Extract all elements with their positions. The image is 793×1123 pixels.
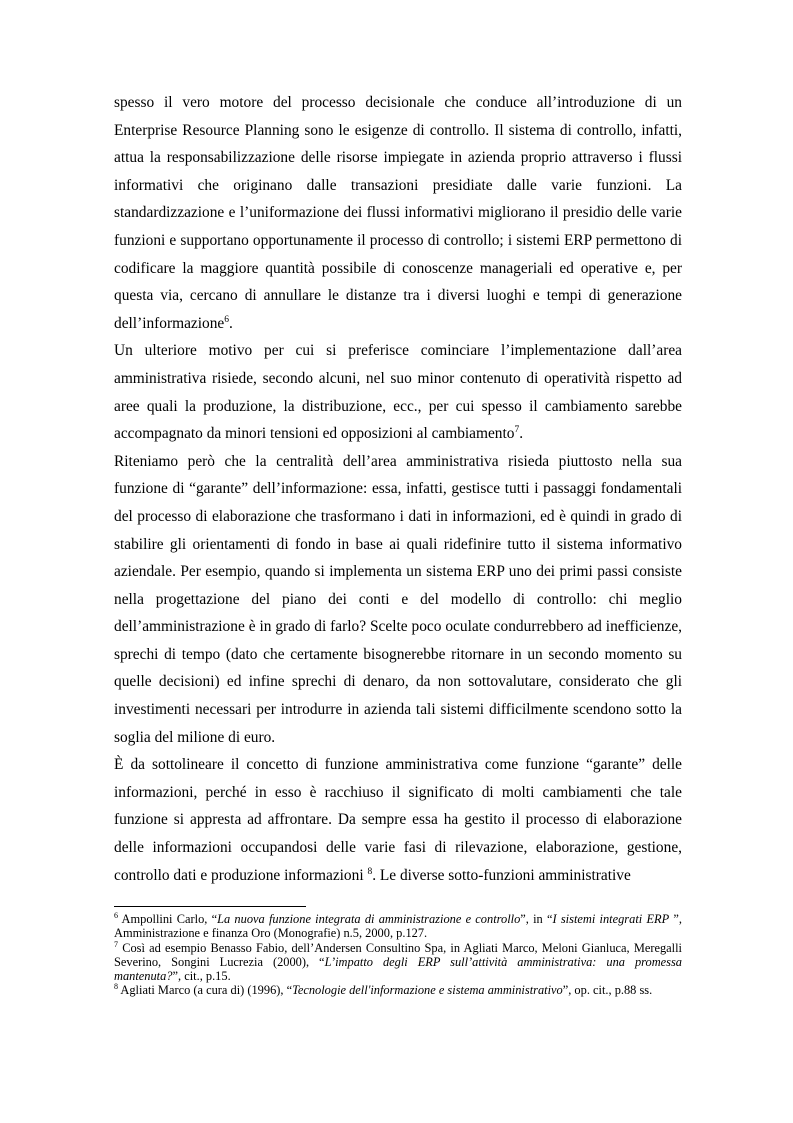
- footnote-title: L’impatto degli ERP sull’attività amministrativa: una promessa mantenuta?: [114, 954, 682, 984]
- footnote-text: Così ad esempio Benasso Fabio, dell’Andersen Consultino Spa, in Agliati Marco, Meloni Gianluca, Meregalli Severino, Songini Lucrezia (2000), “: [114, 940, 682, 969]
- paragraph-2-end: .: [519, 425, 524, 443]
- footnote-number: 6: [114, 910, 118, 920]
- footnote-text: ”, cit., p.15.: [172, 969, 231, 984]
- footnote-separator: [114, 906, 306, 907]
- footnote-ref-7: 7: [514, 425, 520, 435]
- footnote-number: 7: [114, 939, 118, 949]
- paragraph-4-text: È da sottolineare il concetto di funzione amministrativa come funzione “garante” delle informazioni, perché in esso è racchiuso il significato di molti cambiamenti che tale funzione si appresta ad affrontare. Da sempre essa ha gestito il processo di elaborazione delle informazioni occupandosi delle varie fasi di rilevazione, elaborazione, gestione, controllo dati e produzione informazioni: [114, 756, 682, 884]
- footnote-title: Tecnologie dell'informazione e sistema amministrativo: [292, 983, 563, 998]
- footnote-text: ”, Amministrazione e finanza Oro (Monografie) n.5, 2000, p.127.: [114, 912, 682, 941]
- footnote-ref-8: 8: [367, 866, 373, 877]
- paragraph-2: [114, 337, 682, 447]
- footnote-number: 8: [114, 982, 118, 992]
- footnote-title: La nuova funzione integrata di amministrazione e controllo: [217, 912, 521, 926]
- footnote-text: ”, op. cit., p.88 ss.: [562, 983, 653, 998]
- paragraph-4: [114, 751, 682, 889]
- footnote-text: Agliati Marco (a cura di) (1996), “: [118, 983, 293, 998]
- footnote-text: Ampollini Carlo, “: [118, 912, 218, 926]
- paragraph-4-end: . Le diverse sotto-funzioni amministrative: [372, 866, 631, 884]
- paragraph-2-text: Un ulteriore motivo per cui si preferisce cominciare l’implementazione dall’area amministrativa risiede, secondo alcuni, nel suo minor contenuto di operatività rispetto ad aree quali la produzione, la distribuzione, ecc., per cui spesso il cambiamento sarebbe accompagnato da minori tensioni ed opposizioni al cambiamento: [114, 342, 682, 443]
- footnote-text: ”, in “: [520, 912, 553, 926]
- footnote-ref-6: 6: [224, 314, 230, 325]
- body-text: [114, 89, 682, 889]
- paragraph-1-text: spesso il vero motore del processo decisionale che conduce all’introduzione di un Enterprise Resource Planning sono le esigenze di controllo. Il sistema di controllo, infatti, attua la responsabilizzazione delle risorse impiegate in azienda proprio attraverso i flussi informativi che originano dalle transazioni presidiate dalle varie funzioni. La standardizzazione e l’uniformazione dei flussi informativi migliorano il presidio delle varie funzioni e supportano opportunamente il processo di controllo; i sistemi ERP permettono di codificare la maggiore quantità possibile di conoscenze manageriali ed operative e, per questa via, cercano di annullare le distanze tra i diversi luoghi e tempi di generazione dell’informazione: [114, 94, 682, 332]
- footnote-source: I sistemi integrati ERP: [552, 912, 670, 926]
- footnote-8: [114, 983, 682, 997]
- footnotes: [114, 912, 682, 998]
- paragraph-3: [114, 448, 682, 752]
- paragraph-3-text: Riteniamo però che la centralità dell’area amministrativa risieda piuttosto nella sua funzione di “garante” dell’informazione: essa, infatti, gestisce tutti i passaggi fondamentali del processo di elaborazione che trasformano i dati in informazioni, ed è quindi in grado di stabilire gli orientamenti di fondo in base ai quali ridefinire tutto il sistema informativo aziendale. Per esempio, quando si implementa un sistema ERP uno dei primi passi consiste nella progettazione del piano dei conti e del modello di controllo: chi meglio dell’amministrazione è in grado di farlo? Scelte poco oculate condurrebbero ad inefficienze, sprechi di tempo (dato che certamente bisognerebbe ritornare in un secondo momento su quelle decisioni) ed infine sprechi di denaro, da non sottovalutare, considerato che gli investimenti necessari per introdurre in azienda tali sistemi difficilmente scendono sotto la soglia del milione di euro.: [114, 452, 682, 746]
- footnote-7: [114, 941, 682, 984]
- paragraph-1: [114, 89, 682, 337]
- footnote-6: [114, 912, 682, 941]
- paragraph-1-end: .: [229, 314, 233, 332]
